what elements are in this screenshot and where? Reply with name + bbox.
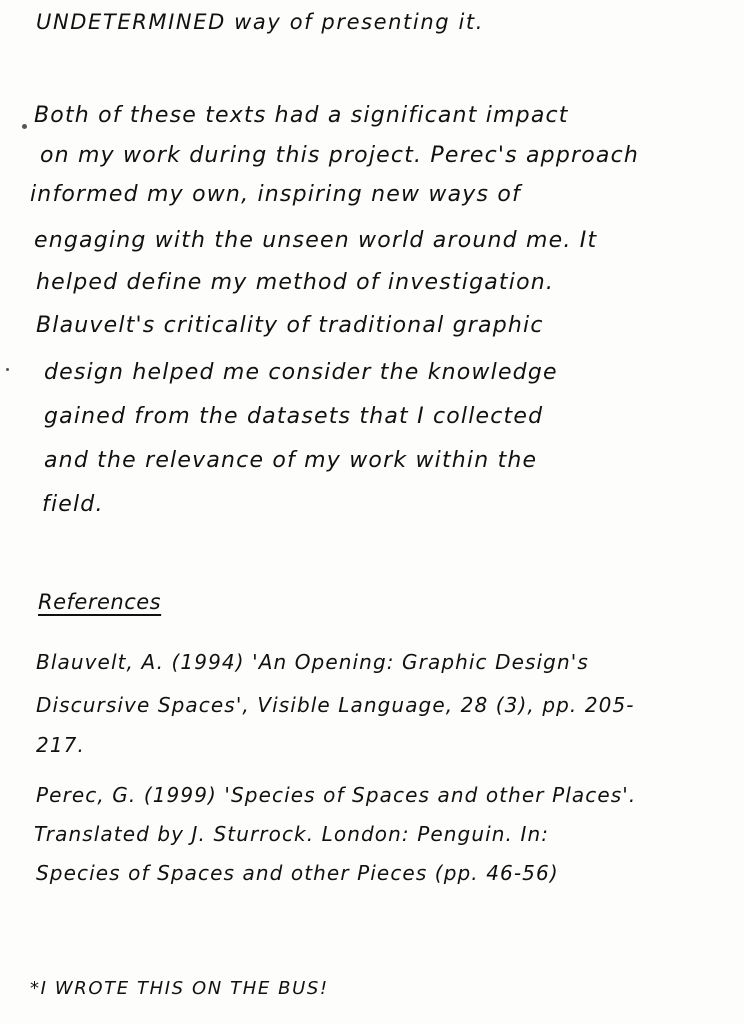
ink-dot [22,124,27,129]
paragraph-line: engaging with the unseen world around me. It [34,228,598,253]
reference-line: Perec, G. (1999) 'Species of Spaces and other Places'. [36,783,637,807]
top-line: UNDETERMINED way of presenting it. [36,10,484,34]
references-heading: References [38,590,162,614]
reference-line: 217. [36,733,85,757]
footnote: *I WROTE THIS ON THE BUS! [30,978,329,999]
paragraph-line: Blauvelt's criticality of traditional graphic [36,313,544,338]
paragraph-line: field. [42,492,104,517]
paragraph-line: gained from the datasets that I collected [44,404,544,429]
paragraph-line: and the relevance of my work within the [44,448,538,473]
paragraph-line: helped define my method of investigation. [36,270,555,295]
paragraph-line: informed my own, inspiring new ways of [30,182,521,207]
reference-line: Blauvelt, A. (1994) 'An Opening: Graphic Design's [36,650,589,674]
paragraph-line: design helped me consider the knowledge [44,360,558,385]
paragraph-line: on my work during this project. Perec's approach [40,143,640,168]
reference-line: Species of Spaces and other Pieces (pp. 46-56) [36,861,559,885]
reference-line: Discursive Spaces', Visible Language, 28 (3), pp. 205- [36,693,635,717]
reference-line: Translated by J. Sturrock. London: Penguin. In: [34,822,550,846]
paragraph-line: Both of these texts had a significant impact [34,103,569,128]
ink-dot [6,368,9,371]
